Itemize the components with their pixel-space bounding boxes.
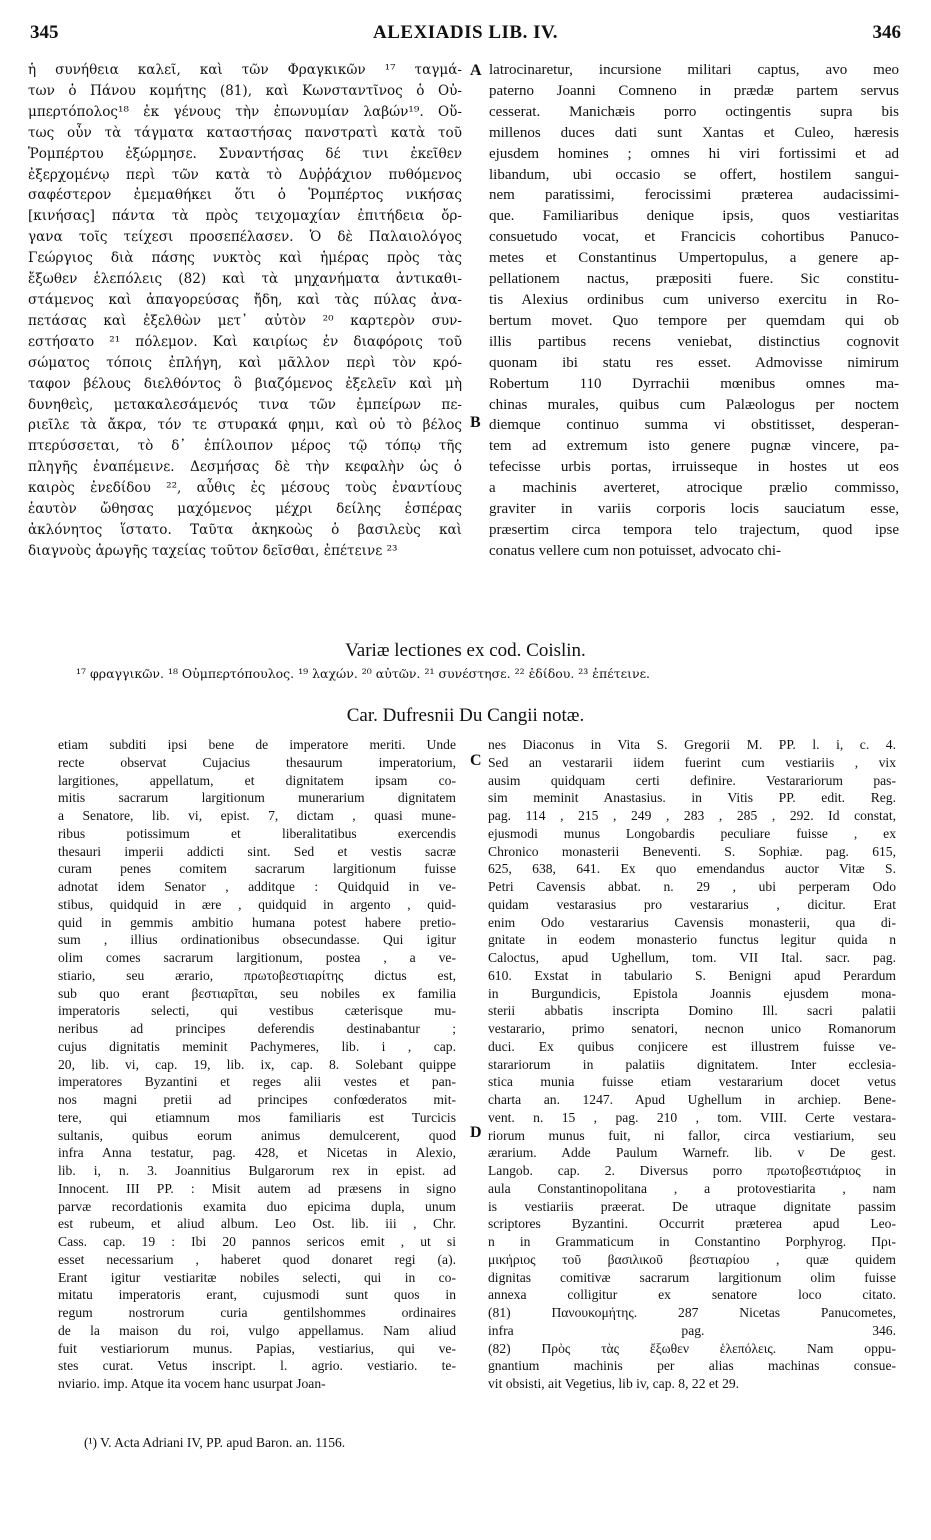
latin-text-line: tem ad extremum isto genere pugnæ vincere, pa-: [489, 438, 899, 455]
note-line: adnotat idem Senator , additque : Quidquid in ve-: [58, 879, 456, 894]
latin-text-line: graviter in variis corporis locis sauciatum esse,: [489, 501, 899, 518]
note-line: infra pag. 346.: [488, 1322, 896, 1338]
notes-right-column: [488, 736, 896, 1393]
note-line: nos magni pretii ad principes confœderatos mit-: [58, 1092, 456, 1107]
note-line: nviario. imp. Atque ita vocem hanc usurpat Joan-: [58, 1376, 326, 1391]
latin-text-line: a machinis averteret, atrocique prælio commisso,: [489, 480, 899, 497]
note-line: ejusmodi munus Longobardis peculiare fuisse , ex: [488, 825, 896, 841]
greek-text-column: [28, 60, 462, 562]
note-line: quid in gemmis ambitio humana potest habere pretio-: [58, 914, 456, 930]
greek-text-line: των ὁ Πάνου κομήτης (81), καὶ Κωνσταντῖνος ὁ Οὐ-: [28, 82, 462, 99]
note-line: riorum munus fuit, ni fallor, circa vestiarium, seu: [488, 1127, 896, 1143]
note-line: de la maison du roi, vulgo appellamus. Nam aliud: [58, 1322, 456, 1338]
note-line: mitatu imperatoris erant, cujusmodi sunt quos in: [58, 1287, 456, 1303]
latin-text-line: tefecisse urbis portas, irruisseque in hostes ut eos: [489, 459, 899, 476]
margin-letter-c: C: [470, 752, 482, 769]
note-line: sim meminit Anastasius. in Vitis PP. edit. Reg.: [488, 790, 896, 806]
greek-text-line: ἑαυτὸν ὤθησας μαχόμενος μέχρι δείλης ἑσπέρας: [28, 501, 462, 518]
note-line: (82) Πρὸς τὰς ἔξωθεν ἑλεπόλεις. Nam oppu-: [488, 1340, 896, 1356]
latin-text-line: illis partibus recens veniebat, distinctius cognovit: [489, 333, 899, 350]
note-line: ausim quidquam certi definire. Vestarariorum pas-: [488, 772, 896, 788]
note-line: stiario, seu ærario, πρωτοβεστιαρίτης dictus est,: [58, 967, 456, 983]
greek-text-line: καιρὸς ἐνεδίδου ²², αὖθις ἐς μέσους τοὺς ἐναντίους: [28, 480, 462, 497]
note-line: fuit vestiariorum munus. Papias, vestiarius, qui ve-: [58, 1340, 456, 1356]
latin-text-line: tis Alexius ordinibus cum universo exercitu in Ro-: [489, 291, 899, 308]
latin-text-line: consuetudo vocat, et Francicis cohortibus Panuco-: [489, 229, 899, 246]
latin-text-line: pellationem nactus, præpositi fuere. Sic constitu-: [489, 271, 899, 288]
note-line: a Senatore, lib. vi, epist. 7, dictam , quasi mune-: [58, 808, 456, 823]
note-line: charta an. 1247. Apud Ughellum in archiep. Bene-: [488, 1092, 896, 1107]
note-line: dignitas comitivæ sacrarum largitionum olim fuisse: [488, 1269, 896, 1285]
note-line: 20, lib. vi, cap. 19, lib. ix, cap. 8. Solebant quippe: [58, 1056, 456, 1072]
note-line: starariorum in palatiis dignitatem. Inter ecclesia-: [488, 1056, 896, 1072]
note-line: etiam subditi ipsi bene de imperatore meriti. Unde: [58, 737, 456, 752]
note-line: recte observat Cujacius thesaurum imperatorium,: [58, 754, 456, 770]
note-line: quidam vestarasius pro vestararius , dicitur. Erat: [488, 896, 896, 912]
greek-text-line: γανα τοῖς τείχεσι προσεπέλασεν. Ὁ δὲ Παλαιολόγος: [28, 229, 462, 246]
greek-text-line: πληγῆς ἐναπέμεινε. Δεσμήσας δὲ τὴν κεφαλὴν ὡς ὁ: [28, 459, 462, 476]
latin-text-line: conatus vellere cum non potuisset, advocato chi-: [489, 542, 781, 559]
latin-text-line: cesserat. Manichæis porro octingentis supra bis: [489, 103, 899, 120]
note-line: duci. Ex quibus conjicere est illustrem fuisse ve-: [488, 1038, 896, 1054]
latin-text-line: præsertim circa tempora telo trajectum, quod ipse: [489, 521, 899, 538]
latin-text-line: libandum, ubi occasio se offert, hostilem sangui-: [489, 166, 899, 183]
greek-text-line: σώματος τόποις ἐπλήγη, καὶ μᾶλλον περὶ τὸν κρό-: [28, 354, 462, 371]
note-line: sub quo erant βεστιαρῖται, seu nobiles ex familia: [58, 985, 456, 1001]
note-line: neribus ad principes deferendis destinabantur ;: [58, 1021, 456, 1036]
greek-text-line: Γεώργιος διὰ πάσης νυκτὸς καὶ ἡμέρας πρὸς τὰς: [28, 250, 462, 267]
latin-text-line: Robertum 110 Dyrrachii mœnibus omnes ma-: [489, 375, 899, 392]
greek-text-line: στάμενος καὶ ἀπαγορεύσας ἤδη, καὶ τὰς πύλας ἀνα-: [28, 291, 462, 308]
note-line: is vestiariis præerat. De utraque dignitate passim: [488, 1198, 896, 1214]
note-line: esset necessarium , haberet quod donaret regi (a).: [58, 1251, 456, 1267]
note-line: tere, qui etiamnum mos familiaris est Turcicis: [58, 1109, 456, 1125]
note-line: Langob. cap. 2. Diversus porro πρωτοβεστιάριος in: [488, 1163, 896, 1178]
latin-text-line: metes et Constantinus Umpertopulus, a genere ap-: [489, 250, 899, 267]
greek-text-line: διαγνοὺς ἀρωγῆς ταχείας τοῦτον δεῖσθαι, ἐπέτεινε ²³: [28, 542, 398, 559]
latin-text-line: quonam ibi statu res esset. Admovisse nimirum: [489, 354, 899, 371]
variants-line: ¹⁷ φραγγικῶν. ¹⁸ Οὐμπερτόπουλος. ¹⁹ λαχών. ²⁰ αὐτῶν. ²¹ συνέστησε. ²² ἐδίδου. ²³ ἐπέτεινε.: [76, 666, 651, 681]
note-line: lib. i, n. 3. Joannitius Bulgarorum rex in epist. ad: [58, 1163, 456, 1178]
note-line: est rubeum, et aliud album. Leo Ost. lib. iii , Chr.: [58, 1216, 456, 1232]
greek-text-line: δυνηθεὶς, μετακαλεσάμενός τινα τῶν ἐμπείρων πε-: [28, 396, 462, 413]
note-line: Innocent. III PP. : Misit autem ad præsens in signo: [58, 1180, 456, 1196]
note-line: curam penes comitem sacrarum largitionum fuisse: [58, 861, 456, 877]
latin-text-line: bertum movet. Quo tempore per quemdam qui ob: [489, 312, 899, 329]
note-line: Petri Cavensis abbat. n. 29 , ubi perperam Odo: [488, 879, 896, 894]
note-line: vent. n. 15 , pag. 210 , tom. VIII. Certe vestara-: [488, 1109, 896, 1125]
notes-left-column: [58, 736, 456, 1393]
note-line: stes curat. Vetus inscript. l. agrio. vestiario. te-: [58, 1358, 456, 1374]
page-number-left: 345: [30, 22, 59, 43]
note-line: in Burgundicis, Epistola Joannis ejusdem mona-: [488, 985, 896, 1001]
greek-text-line: Ῥομπέρτου ἐξώρμησε. Συναντήσας δέ τινι ἐκεῖθεν: [28, 145, 462, 162]
note-line: n in Grammaticum in Constantino Porphyrog. Πρι-: [488, 1234, 896, 1249]
greek-text-line: εστήσατο ²¹ πόλεμον. Καὶ καιρίως ἐν διαφόροις τοῦ: [28, 333, 462, 350]
note-line: olim comes sacrarum largitionum, postea , a ve-: [58, 950, 456, 965]
greek-text-line: πετάσας καὶ ἐξελθὼν μετ᾽ αὐτὸν ²⁰ καρτερὸν συν-: [28, 312, 462, 329]
note-line: largitiones, appellatum, et dignitatem ipsam co-: [58, 772, 456, 788]
note-line: annexa colligitur ex senatore loco citato.: [488, 1287, 896, 1303]
note-line: vestarario, primo senatori, necnon unico Romanorum: [488, 1021, 896, 1036]
note-line: gnantium machinis per alias machinas consue-: [488, 1358, 896, 1374]
note-line: (81) Πανουκομήτης. 287 Nicetas Panucometes,: [488, 1305, 896, 1320]
note-line: vit obsisti, ait Vegetius, lib iv, cap. 8, 22 et 29.: [488, 1376, 740, 1391]
note-line: Cass. cap. 19 : Ibi 20 pannos sericos emit , ut si: [58, 1234, 456, 1249]
note-line: scriptores Byzantini. Occurrit præterea apud Leo-: [488, 1216, 896, 1232]
note-line: mitis sacrarum largitionum munerarium dignitatem: [58, 790, 456, 806]
greek-text-line: πτερύσσεται, τὸ δ᾽ ἐπίλοιπον μέρος τῷ τόπῳ τῆς: [28, 438, 462, 455]
greek-text-line: ριεῖλε τὰ ἄκρα, τόν τε στυρακά φημι, καὶ οὐ τὸ βέλος: [28, 417, 462, 434]
latin-text-line: ejusdem homines ; omnes hi viri fortissimi et ad: [489, 145, 899, 162]
note-line: sterii abbatis inscripta Domino Ill. sacri palatii: [488, 1003, 896, 1019]
greek-text-line: ἀκλόνητος ἵστατο. Ταῦτα ἀκηκοὼς ὁ βασιλεὺς καὶ: [28, 521, 462, 538]
variants-heading: Variæ lectiones ex cod. Coislin.: [345, 640, 586, 661]
note-line: sultanis, quibus eorum animus demulcerent, quod: [58, 1127, 456, 1143]
note-line: 625, 638, 641. Ex quo emendandus auctor Vitæ S.: [488, 861, 896, 877]
note-line: Erant igitur vestiaritæ nobiles selecti, qui in co-: [58, 1269, 456, 1285]
note-line: stibus, quidquid in ære , quidquid in argento , quid-: [58, 896, 456, 912]
note-line: sum , illius ordinationibus obsecundasse. Qui igitur: [58, 932, 456, 948]
latin-text-line: nem paratissimi, ferocissimi præterea audacissimi-: [489, 187, 899, 204]
page-number-right: 346: [872, 22, 901, 43]
latin-text-line: latrocinaretur, incursione militari captus, avo meo: [489, 62, 899, 78]
running-title: ALEXIADIS LIB. IV.: [373, 22, 558, 43]
page-header: [30, 22, 901, 52]
margin-letter-a: A: [470, 62, 482, 79]
note-line: infra Anna testatur, pag. 428, et Nicetas in Alexio,: [58, 1145, 456, 1161]
note-line: Sed an vestararii iidem fuerint cum vestiariis , vix: [488, 754, 896, 770]
note-line: pag. 114 , 215 , 249 , 283 , 285 , 292. Id constat,: [488, 808, 896, 823]
greek-text-line: ἡ συνήθεια καλεῖ, καὶ τῶν Φραγκικῶν ¹⁷ ταγμά-: [28, 62, 462, 78]
note-line: aula Constantinopolitana , a protovestiarita , nam: [488, 1180, 896, 1196]
margin-letter-b: B: [470, 414, 481, 431]
note-line: parvæ recordationis examita duo epicima dupla, unum: [58, 1198, 456, 1214]
note-line: gnitate in eodem monasterio functus legitur quida n: [488, 932, 896, 948]
greek-text-line: ἔξωθεν ἑλεπόλεις (82) καὶ τὰ μηχανήματα ἀντικαθι-: [28, 271, 462, 288]
footnote: (¹) V. Acta Adriani IV, PP. apud Baron. an. 1156.: [84, 1435, 346, 1450]
greek-text-line: τως οὖν τὰ τάγματα καταστήσας πανστρατὶ κατὰ τοῦ: [28, 124, 462, 141]
note-line: enim Odo vestararius Cavensis monasterii, qua di-: [488, 914, 896, 930]
note-line: Chronico monasterii Beneventi. S. Sophiæ. pag. 615,: [488, 843, 896, 859]
latin-text-column: [489, 60, 899, 562]
greek-text-line: σαφέστερον ἐμεμαθήκει ὅτι ὁ Ῥομπέρτος νικήσας: [28, 187, 462, 204]
latin-text-line: millenos duces dati sunt Xantas et Culeo, hæresis: [489, 124, 899, 141]
latin-text-line: que. Familiaribus denique ipsis, quos vestiaritas: [489, 208, 899, 225]
note-line: imperatores Byzantini et reges alii vestes et pan-: [58, 1074, 456, 1090]
latin-text-line: paterno Joanni Comneno in prædæ partem servus: [489, 82, 899, 99]
note-line: thesauri imperii addicti sint. Sed et vestis sacræ: [58, 843, 456, 859]
note-line: imperatoris selecti, qui vestibus cæterisque mu-: [58, 1003, 456, 1019]
note-line: cujus dignitatis meminit Pachymeres, lib. i , cap.: [58, 1038, 456, 1054]
latin-text-line: chinas murales, quibus cum Palæologus per noctem: [489, 396, 899, 413]
note-line: Caloctus, apud Ughellum, tom. VII Ital. sacr. pag.: [488, 950, 896, 965]
greek-text-line: μπερτόπολος¹⁸ ἐκ γένους τὴν ἐπωνυμίαν λαβών¹⁹. Οὕ-: [28, 103, 462, 120]
latin-text-line: diemque continuo summa vi obstitisset, desperan-: [489, 417, 899, 434]
greek-text-line: ταφον βέλους διελθόντος ὃ βιαζόμενος ἐξελεῖν καὶ μὴ: [28, 375, 462, 392]
note-line: stica munia fuisse etiam vestararium docet vetus: [488, 1074, 896, 1090]
notes-heading: Car. Dufresnii Du Cangii notæ.: [346, 705, 585, 726]
margin-letter-d: D: [470, 1124, 482, 1141]
note-line: ærarium. Adde Paulum Warnefr. lib. v De gest.: [488, 1145, 896, 1161]
greek-text-line: ἐξερχομένῳ περὶ τῶν κατὰ τὸ Δυῤῥάχιον πυθόμενος: [28, 166, 462, 183]
note-line: regum nostrorum curia gentilshommes ordinaires: [58, 1305, 456, 1320]
note-line: nes Diaconus in Vita S. Gregorii M. PP. l. i, c. 4.: [488, 737, 896, 752]
note-line: ribus potissimum et liberalitatibus exercendis: [58, 825, 456, 841]
greek-text-line: [κινήσας] πάντα τὰ πρὸς τειχομαχίαν ἐπιτήδεια ὄρ-: [28, 208, 462, 225]
note-line: μικήριος τοῦ βασιλικοῦ βεστιαρίου , quæ quidem: [488, 1251, 896, 1267]
note-line: 610. Exstat in tabulario S. Benigni apud Perardum: [488, 967, 896, 983]
